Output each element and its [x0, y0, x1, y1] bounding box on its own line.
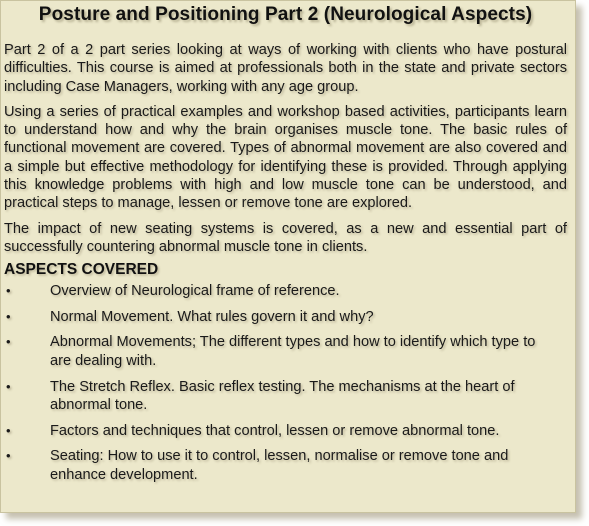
list-item: [4, 333, 567, 370]
seating-paragraph: The impact of new seating systems is covered, as a new and essential part of successfully countering abnormal muscle tone in clients.: [4, 220, 567, 255]
methodology-paragraph: Using a series of practical examples and workshop based activities, participants learn to understand how and why the brain organises muscle tone. The basic rules of functional movement are covered. Types of abnormal movement are also covered and a simple but effective methodology for identifying these is provided. Through applying this knowledge problems with high and low muscle tone can be understood, and practical steps to manage, lessen or remove tone are explored.: [4, 103, 567, 212]
intro-paragraph: Part 2 of a 2 part series looking at ways of working with clients who have postural difficulties. This course is aimed at professionals both in the state and private sectors including Case Managers, working with any age group.: [4, 42, 567, 95]
list-item-text: Normal Movement. What rules govern it and why?: [50, 308, 374, 325]
list-item-text: Abnormal Movements; The different types and how to identify which type to are dealing with.: [50, 334, 536, 370]
list-item: [4, 282, 567, 301]
list-item-text: Factors and techniques that control, lessen or remove abnormal tone.: [50, 422, 500, 439]
list-item-text: Overview of Neurological frame of reference.: [50, 283, 340, 300]
aspects-heading: ASPECTS COVERED: [4, 261, 159, 279]
aspects-list: [4, 282, 567, 484]
list-item: [4, 308, 567, 327]
bullet-icon: •: [6, 422, 11, 438]
bullet-icon: •: [6, 378, 11, 394]
list-item: [4, 422, 567, 441]
list-item: [4, 447, 567, 484]
bullet-icon: •: [6, 334, 11, 350]
bullet-icon: •: [6, 448, 11, 464]
list-item: [4, 378, 567, 415]
list-item-text: Seating: How to use it to control, lessen, normalise or remove tone and enhance development.: [50, 448, 509, 484]
bullet-icon: •: [6, 308, 11, 324]
list-item-text: The Stretch Reflex. Basic reflex testing. The mechanisms at the heart of abnormal tone.: [50, 378, 515, 414]
page-title: Posture and Positioning Part 2 (Neurological Aspects): [38, 4, 533, 25]
bullet-icon: •: [6, 283, 11, 299]
